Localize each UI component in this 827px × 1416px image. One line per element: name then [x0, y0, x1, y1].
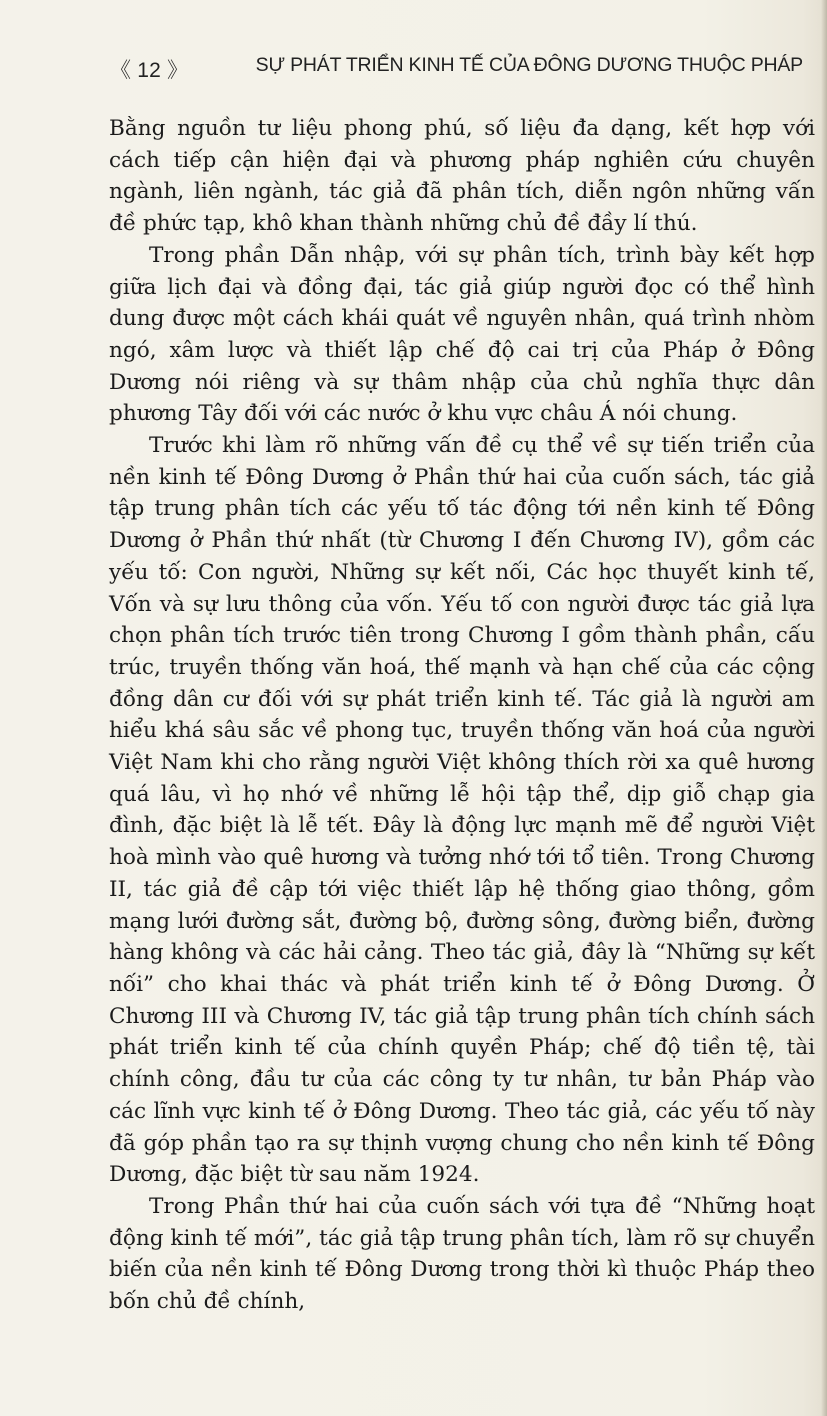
page-edge-shadow [821, 0, 827, 1416]
paragraph: Trong Phần thứ hai của cuốn sách với tựa đề “Những hoạt động kinh tế mới”, tác giả tập trung phân tích, làm rõ sự chuyển biến của nền kinh tế Đông Dương trong thời kì thuộc Pháp theo bốn chủ đề chính, [109, 1193, 815, 1315]
page-header [110, 52, 803, 86]
paragraph: Trong phần Dẫn nhập, với sự phân tích, trình bày kết hợp giữa lịch đại và đồng đại, tác giả giúp người đọc có thể hình dung được một cách khái quát về nguyên nhân, quá trình nhòm ngó, xâm lược và thiết lập chế độ cai trị của Pháp ở Đông Dương nói riêng và sự thâm nhập của chủ nghĩa thực dân phương Tây đối với các nước ở khu vực châu Á nói chung. [109, 242, 815, 427]
page-number: 《 12 》 [110, 59, 189, 82]
running-title: SỰ PHÁT TRIỂN KINH TẾ CỦA ĐÔNG DƯƠNG THUỘC PHÁP [255, 54, 803, 76]
paragraph: Bằng nguồn tư liệu phong phú, số liệu đa dạng, kết hợp với cách tiếp cận hiện đại và phương pháp nghiên cứu chuyên ngành, liên ngành, tác giả đã phân tích, diễn ngôn những vấn đề phức tạp, khô khan thành những chủ đề đầy lí thú. [109, 116, 815, 237]
paragraph: Trước khi làm rõ những vấn đề cụ thể về sự tiến triển của nền kinh tế Đông Dương ở Phần thứ hai của cuốn sách, tác giả tập trung phân tích các yếu tố tác động tới nền kinh tế Đông Dương ở Phần thứ nhất (từ Chương I đến Chương IV), gồm các yếu tố: Con người, Những sự kết nối, Các học thuyết kinh tế, Vốn và sự lưu thông của vốn. Yếu tố con người được tác giả lựa chọn phân tích trước tiên trong Chương I gồm thành phần, cấu trúc, truyền thống văn hoá, thế mạnh và hạn chế của các cộng đồng dân cư đối với sự phát triển kinh tế. Tác giả là người am hiểu khá sâu sắc về phong tục, truyền thống văn hoá của người Việt Nam khi cho rằng người Việt không thích rời xa quê hương quá lâu, vì họ nhớ về những lễ hội tập thể, dịp giỗ chạp gia đình, đặc biệt là lễ tết. Đây là động lực mạnh mẽ để người Việt hoà mình vào quê hương và tưởng nhớ tới tổ tiên. Trong Chương II, tác giả đề cập tới việc thiết lập hệ thống giao thông, gồm mạng lưới đường sắt, đường bộ, đường sông, đường biển, đường hàng không và các hải cảng. Theo tác giả, đây là “Những sự kết nối” cho khai thác và phát triển kinh tế ở Đông Dương. Ở Chương III và Chương IV, tác giả tập trung phân tích chính sách phát triển kinh tế của chính quyền Pháp; chế độ tiền tệ, tài chính công, đầu tư của các công ty tư nhân, tư bản Pháp vào các lĩnh vực kinh tế ở Đông Dương. Theo tác giả, các yếu tố này đã góp phần tạo ra sự thịnh vượng chung cho nền kinh tế Đông Dương, đặc biệt từ sau năm 1924. [109, 433, 815, 1188]
body-text [109, 113, 815, 1318]
